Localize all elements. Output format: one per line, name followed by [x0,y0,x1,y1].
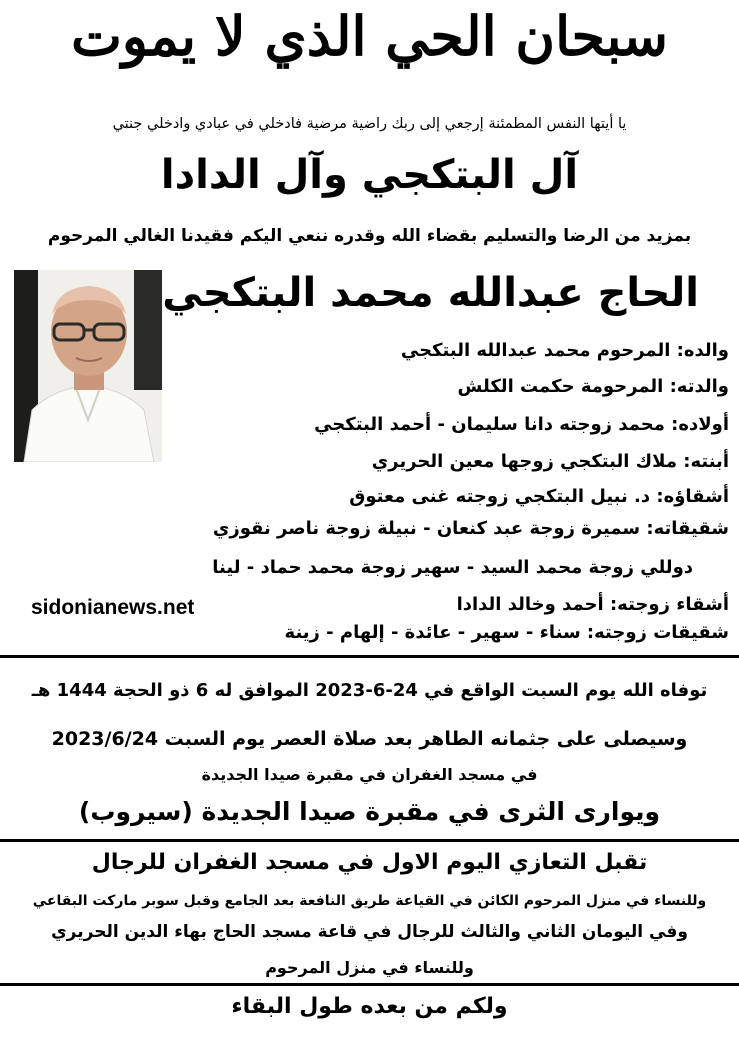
closing-line: ولكم من بعده طول البقاء [231,994,508,1019]
relatives-sisters-2: دوللي زوجة محمد السيد - سهير زوجة محمد حماد - لينا [212,557,693,578]
relatives-sisters-1: شقيقاته: سميرة زوجة عبد كنعان - نبيلة زوجة ناصر نقوزي [212,518,729,539]
relatives-wife-brothers: أشقاء زوجته: أحمد وخالد الدادا [456,594,729,615]
deceased-name: الحاج عبدالله محمد البتكجي [162,270,699,316]
families-title: آل البتكجي وآل الدادا [160,152,579,198]
intro-text: بمزيد من الرضا والتسليم بقضاء الله وقدره ننعي اليكم فقيدنا الغالي المرحوم [47,226,692,246]
relatives-daughter: أبنته: ملاك البتكجي زوجها معين الحريري [371,451,729,472]
divider-3 [0,983,739,986]
divider-2 [0,839,739,842]
condolence-days: وفي اليومان الثاني والثالث للرجال في قاعة مسجد الحاج بهاء الدين الحريري [51,922,688,942]
condolence-women: وللنساء في منزل المرحوم الكائن في القياعة طريق النافعة بعد الجامع وقبل سوبر ماركت البقاعي [32,893,707,909]
website-watermark: sidonianews.net [31,596,195,619]
portrait-illustration [14,270,162,462]
condolence-women-home: وللنساء في منزل المرحوم [265,958,474,977]
relatives-father: والده: المرحوم محمد عبدالله البتكجي [400,340,729,361]
relatives-wife-sisters: شقيقات زوجته: سناء - سهير - عائدة - إلهام - زينة [284,622,729,643]
mosque-location: في مسجد الغفران في مقبرة صيدا الجديدة [201,765,538,784]
relatives-mother: والدته: المرحومة حكمت الكلش [457,376,729,397]
deceased-photo [14,270,162,462]
header-calligraphy-title: سبحان الحي الذي لا يموت [71,4,668,68]
death-notice: توفاه الله يوم السبت الواقع في 24-6-2023 الموافق له 6 ذو الحجة 1444 هـ [31,680,708,701]
burial-notice: ويوارى الثرى في مقبرة صيدا الجديدة (سيروب) [78,797,661,826]
condolence-men: تقبل التعازي اليوم الاول في مسجد الغفران للرجال [91,850,648,875]
relatives-brother: أشقاؤه: د. نبيل البتكجي زوجته غنى معتوق [349,486,729,507]
prayer-notice: وسيصلى على جثمانه الطاهر بعد صلاة العصر يوم السبت 2023/6/24 [51,728,688,750]
divider-1 [0,655,739,658]
relatives-sons: أولاده: محمد زوجته دانا سليمان - أحمد البتكجي [314,414,729,435]
quran-verse: يا أيتها النفس المطمئنة إرجعي إلى ربك راضية مرضية فادخلي في عبادي وادخلي جنتي [112,116,627,132]
